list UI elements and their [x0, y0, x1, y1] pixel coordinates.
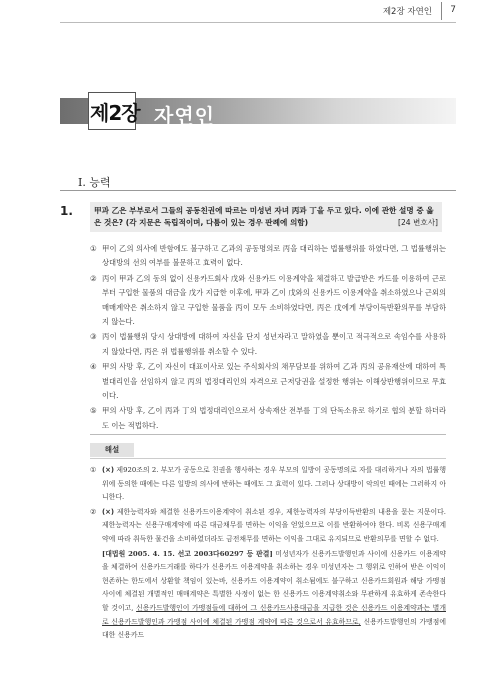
- choice-text: 丙이 甲과 乙의 동의 없이 신용카드회사 戊와 신용카드 이용계약을 체결하고 발급받은 카드를 이용하여 근로부터 구입한 물품의 대금을 戊가 지급한 이후에, 甲과 乙이 戊와의 신용카드 이용계약을 취소하였으나 근외의 매매계약은 취소하지 않고 구입한 물품을 丙이 모두 소비하였다면, 丙은 戊에게 부당이득반환의무를 부담하지 않는다.: [102, 273, 446, 327]
- answer-choice: [90, 272, 446, 330]
- running-header: [0, 0, 500, 22]
- running-header-divider: [441, 2, 442, 20]
- precedent-paragraph: [90, 548, 446, 643]
- running-header-chapter: 제2장 자연인: [382, 7, 432, 17]
- precedent-tail: 신용카드발행인의 가맹점에 대한 신용카드: [102, 617, 446, 640]
- answer-choice: [90, 404, 446, 433]
- explanation-text: 제920조의 2. 부모가 공동으로 친권을 행사하는 경우 부모의 일방이 공동명의로 자를 대리하거나 자의 법률행위에 동의한 때에는 다른 일방의 의사에 반하는 때에도 그 효력이 있다. 그러나 상대방이 악의인 때에는 그러하지 아니한다.: [102, 466, 446, 502]
- explanation-verdict: (×): [102, 466, 115, 474]
- choice-text: 甲의 사망 후, 乙이 자신이 대표이사로 있는 주식회사의 채무담보를 위하여 乙과 丙의 공유재산에 대하여 특별대리인을 선임하지 않고 丙의 법정대리인의 자격으로 근저당권을 설정한 행위는 이해상반행위이므로 무효이다.: [102, 362, 446, 401]
- question-note: (각 지문은 독립적이며, 다툼이 있는 경우 판례에 의함): [125, 218, 309, 227]
- explanation-marker: ①: [90, 466, 97, 474]
- choice-text: 丙이 법률행위 당시 상대방에 대하여 자신을 단지 성년자라고 말하였을 뿐이고 적극적으로 속임수를 사용하지 않았다면, 丙은 위 법률행위를 취소할 수 있다.: [102, 332, 446, 356]
- choice-marker: ④: [90, 362, 97, 372]
- explanation-verdict: (×): [102, 507, 115, 516]
- explanation-tag: 해설: [90, 443, 134, 457]
- section-rule: [60, 190, 456, 191]
- explanation-item: [90, 506, 446, 547]
- answer-choices: [90, 242, 446, 434]
- answer-choice: [90, 242, 446, 271]
- question-prompt: 甲과 乙은 부부로서 그들의 공동친권에 따르는 미성년 자녀 丙과 丁을 두고 있다. 이에 관한 설명 중 옳은 것은?: [94, 206, 434, 227]
- answer-choice: [90, 360, 446, 403]
- explanation-rule: [90, 458, 446, 459]
- choice-text: 甲이 乙의 의사에 반함에도 불구하고 乙과의 공동명의로 丙을 대리하는 법률행위를 하였다면, 그 법률행위는 상대방의 선의 여부를 불문하고 효력이 없다.: [102, 244, 446, 268]
- chapter-title: 자연인: [154, 104, 215, 128]
- divider: [90, 434, 446, 435]
- question-prompt-box: [90, 202, 442, 232]
- chapter-number: 제2장: [90, 101, 140, 125]
- explanation-item: [90, 464, 446, 505]
- choice-marker: ③: [90, 332, 97, 342]
- explanation-body: [90, 464, 446, 643]
- choice-text: 甲의 사망 후, 乙이 丙과 丁의 법정대리인으로서 상속재산 전부를 丁의 단독소유로 하기로 협의 분할 하더라도 이는 적법하다.: [102, 406, 446, 430]
- choice-marker: ②: [90, 273, 97, 283]
- question-source: [24 변호사]: [397, 218, 438, 227]
- precedent-label: [대법원 2005. 4. 15. 선고 2003다60297 등 판결]: [102, 549, 273, 558]
- chapter-banner: [60, 92, 456, 130]
- explanation-text: 제한능력자와 체결한 신용카드이용계약이 취소된 경우, 제한능력자의 부당이득반환의 내용을 묻는 지문이다. 제한능력자는 신용구매계약에 따른 대금채무를 면하는 이익을 얻었으므로 이를 반환하여야 한다. 비록 신용구매계약에 따라 취득한 물건을 소비하였더라도 금전채무를 면하는 이익을 그대로 유지되므로 반환의무를 면할 수 없다.: [102, 507, 446, 543]
- precedent-underlined: 신용카드발행인이 가맹점들에 대하여 그 신용카드사용대금을 지급한 것은 신용카드 이용계약과는 별개로 신용카드발행인과 가맹점 사이에 체결된 가맹점 계약에 따른 것으로서 유효하므로,: [102, 603, 446, 626]
- header-rule: [60, 22, 456, 23]
- explanation-marker: ②: [90, 507, 97, 516]
- choice-marker: ⑤: [90, 406, 97, 416]
- answer-choice: [90, 330, 446, 359]
- page-number: 7: [450, 5, 456, 15]
- precedent-text: 미성년자가 신용카드발행인과 사이에 신용카드 이용계약을 체결하여 신용카드거래를 하다가 신용카드 이용계약을 취소하는 경우 미성년자는 그 행위로 인하여 받은 이익이 현존하는 한도에서 상환할 책임이 있는바, 신용카드 이용계약이 취소됨에도 불구하고 신용카드회원과 해당 가맹점 사이에 체결된 개별적인 매매계약은 특별한 사정이 없는 한 신용카드 이용계약취소와 무관하게 유효하게 존속한다 할 것이고,: [102, 549, 446, 612]
- section-heading: I. 능력: [78, 176, 111, 189]
- question-number: 1.: [60, 204, 73, 218]
- choice-marker: ①: [90, 244, 97, 253]
